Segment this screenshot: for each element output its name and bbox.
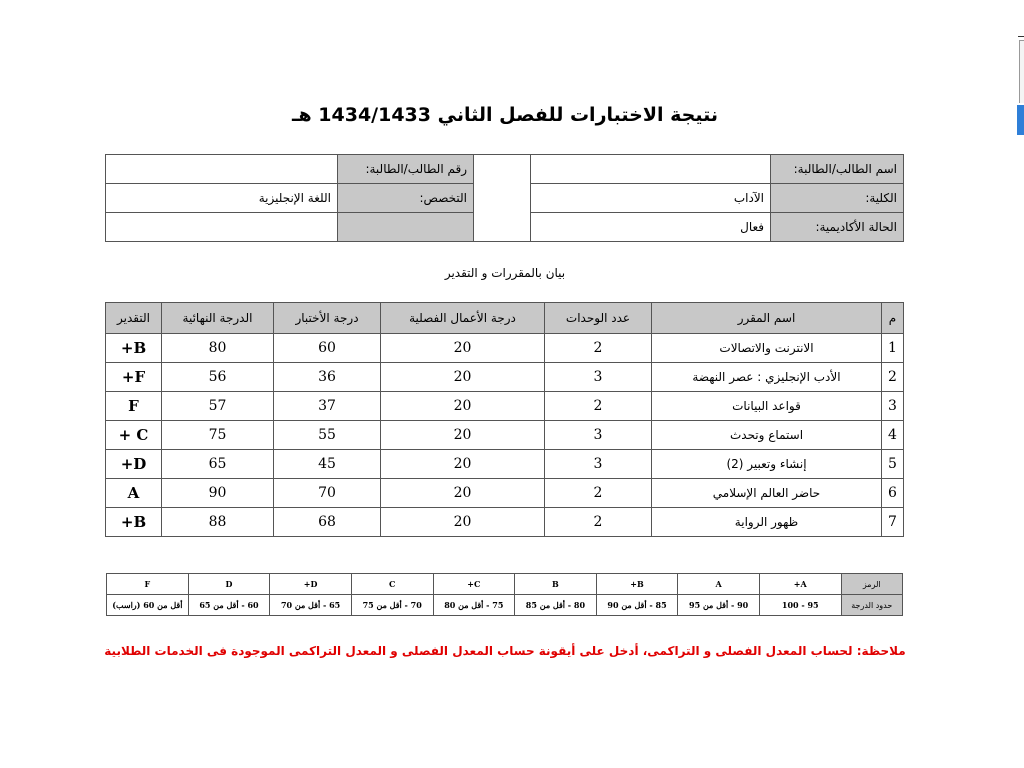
course-final: 56 (162, 363, 274, 392)
course-exam: 68 (274, 508, 381, 537)
scale-symbol: D+ (270, 574, 352, 595)
table-row (106, 334, 904, 363)
course-units: 2 (545, 508, 652, 537)
student-info-table (105, 154, 904, 242)
scale-symbol-row (107, 574, 903, 595)
student-name-label: اسم الطالب/الطالبة: (771, 155, 904, 184)
header-units: عدد الوحدات (545, 303, 652, 334)
course-grade: A (106, 479, 162, 508)
course-coursework: 20 (381, 479, 545, 508)
course-units: 2 (545, 334, 652, 363)
course-name: استماع وتحدث (652, 421, 882, 450)
scale-symbol: F (107, 574, 189, 595)
scale-symbol: A (678, 574, 760, 595)
header-coursework: درجة الأعمال الفصلية (381, 303, 545, 334)
course-coursework: 20 (381, 508, 545, 537)
course-name: الأدب الإنجليزي : عصر النهضة (652, 363, 882, 392)
courses-table (105, 302, 904, 537)
row-number: 2 (882, 363, 904, 392)
row-number: 5 (882, 450, 904, 479)
course-units: 3 (545, 421, 652, 450)
course-final: 75 (162, 421, 274, 450)
course-exam: 60 (274, 334, 381, 363)
course-coursework: 20 (381, 392, 545, 421)
scale-range: 60 - أقل من 65 (188, 595, 270, 616)
college-label: الكلية: (771, 184, 904, 213)
student-name-value (531, 155, 771, 184)
header-final: الدرجة النهائية (162, 303, 274, 334)
scale-range: 85 - أقل من 90 (596, 595, 678, 616)
grade-scale-table (106, 573, 903, 616)
scale-symbol: C (351, 574, 433, 595)
course-units: 2 (545, 392, 652, 421)
scale-range: 90 - أقل من 95 (678, 595, 760, 616)
course-name: ظهور الرواية (652, 508, 882, 537)
scale-range: 65 - أقل من 70 (270, 595, 352, 616)
course-coursework: 20 (381, 450, 545, 479)
course-grade: B+ (106, 334, 162, 363)
row-number: 7 (882, 508, 904, 537)
course-grade: D+ (106, 450, 162, 479)
scale-range: 70 - أقل من 75 (351, 595, 433, 616)
academic-status-value: فعال (531, 213, 771, 242)
course-final: 65 (162, 450, 274, 479)
row-number: 4 (882, 421, 904, 450)
course-name: إنشاء وتعبير (2) (652, 450, 882, 479)
scale-symbol: C+ (433, 574, 515, 595)
major-label: التخصص: (338, 184, 474, 213)
course-name: حاضر العالم الإسلامي (652, 479, 882, 508)
course-exam: 55 (274, 421, 381, 450)
table-row (106, 392, 904, 421)
header-exam: درجة الأختبار (274, 303, 381, 334)
window-edge-scrollbar[interactable] (1019, 40, 1024, 103)
header-number: م (882, 303, 904, 334)
major-value: اللغة الإنجليزية (106, 184, 338, 213)
window-edge-tab[interactable] (1017, 105, 1024, 135)
course-units: 3 (545, 450, 652, 479)
course-grade: B+ (106, 508, 162, 537)
course-coursework: 20 (381, 363, 545, 392)
course-coursework: 20 (381, 334, 545, 363)
course-coursework: 20 (381, 421, 545, 450)
course-grade: F (106, 392, 162, 421)
college-value: الآداب (531, 184, 771, 213)
course-units: 2 (545, 479, 652, 508)
empty-label-cell (338, 213, 474, 242)
table-row (106, 508, 904, 537)
courses-header-row (106, 303, 904, 334)
course-exam: 70 (274, 479, 381, 508)
course-grade: C + (106, 421, 162, 450)
course-exam: 45 (274, 450, 381, 479)
table-row (106, 450, 904, 479)
info-spacer (474, 155, 531, 242)
student-id-value (106, 155, 338, 184)
course-units: 3 (545, 363, 652, 392)
course-grade: F+ (106, 363, 162, 392)
course-name: الانترنت والاتصالات (652, 334, 882, 363)
scale-range-row (107, 595, 903, 616)
gpa-note: ملاحظة: لحساب المعدل الفصلى و التراكمى، أدخل على أيقونة حساب المعدل الفصلى و المعدل التراكمى الموجودة فى الخدمات الطلابية (104, 644, 906, 658)
course-exam: 37 (274, 392, 381, 421)
course-final: 90 (162, 479, 274, 508)
scale-symbol: A+ (759, 574, 841, 595)
scale-range: أقل من 60 (راسب) (107, 595, 189, 616)
academic-status-label: الحالة الأكاديمية: (771, 213, 904, 242)
window-edge-line (1018, 36, 1024, 37)
scale-symbol-label: الرمز (841, 574, 902, 595)
scale-range-label: حدود الدرجة (841, 595, 902, 616)
course-final: 80 (162, 334, 274, 363)
scale-symbol: D (188, 574, 270, 595)
scale-range: 80 - أقل من 85 (515, 595, 597, 616)
table-row (106, 421, 904, 450)
course-final: 57 (162, 392, 274, 421)
scale-symbol: B (515, 574, 597, 595)
scale-range: 75 - أقل من 80 (433, 595, 515, 616)
table-row (106, 363, 904, 392)
row-number: 6 (882, 479, 904, 508)
page-title: نتيجة الاختبارات للفصل الثاني 1434/1433 هـ (291, 104, 718, 126)
course-name: قواعد البيانات (652, 392, 882, 421)
course-final: 88 (162, 508, 274, 537)
course-exam: 36 (274, 363, 381, 392)
empty-value-cell (106, 213, 338, 242)
table-row (106, 479, 904, 508)
header-grade: التقدير (106, 303, 162, 334)
scale-range: 95 - 100 (759, 595, 841, 616)
student-id-label: رقم الطالب/الطالبة: (338, 155, 474, 184)
row-number: 1 (882, 334, 904, 363)
scale-symbol: B+ (596, 574, 678, 595)
courses-subtitle: بيان بالمقررات و التقدير (444, 266, 566, 280)
row-number: 3 (882, 392, 904, 421)
header-course-name: اسم المقرر (652, 303, 882, 334)
